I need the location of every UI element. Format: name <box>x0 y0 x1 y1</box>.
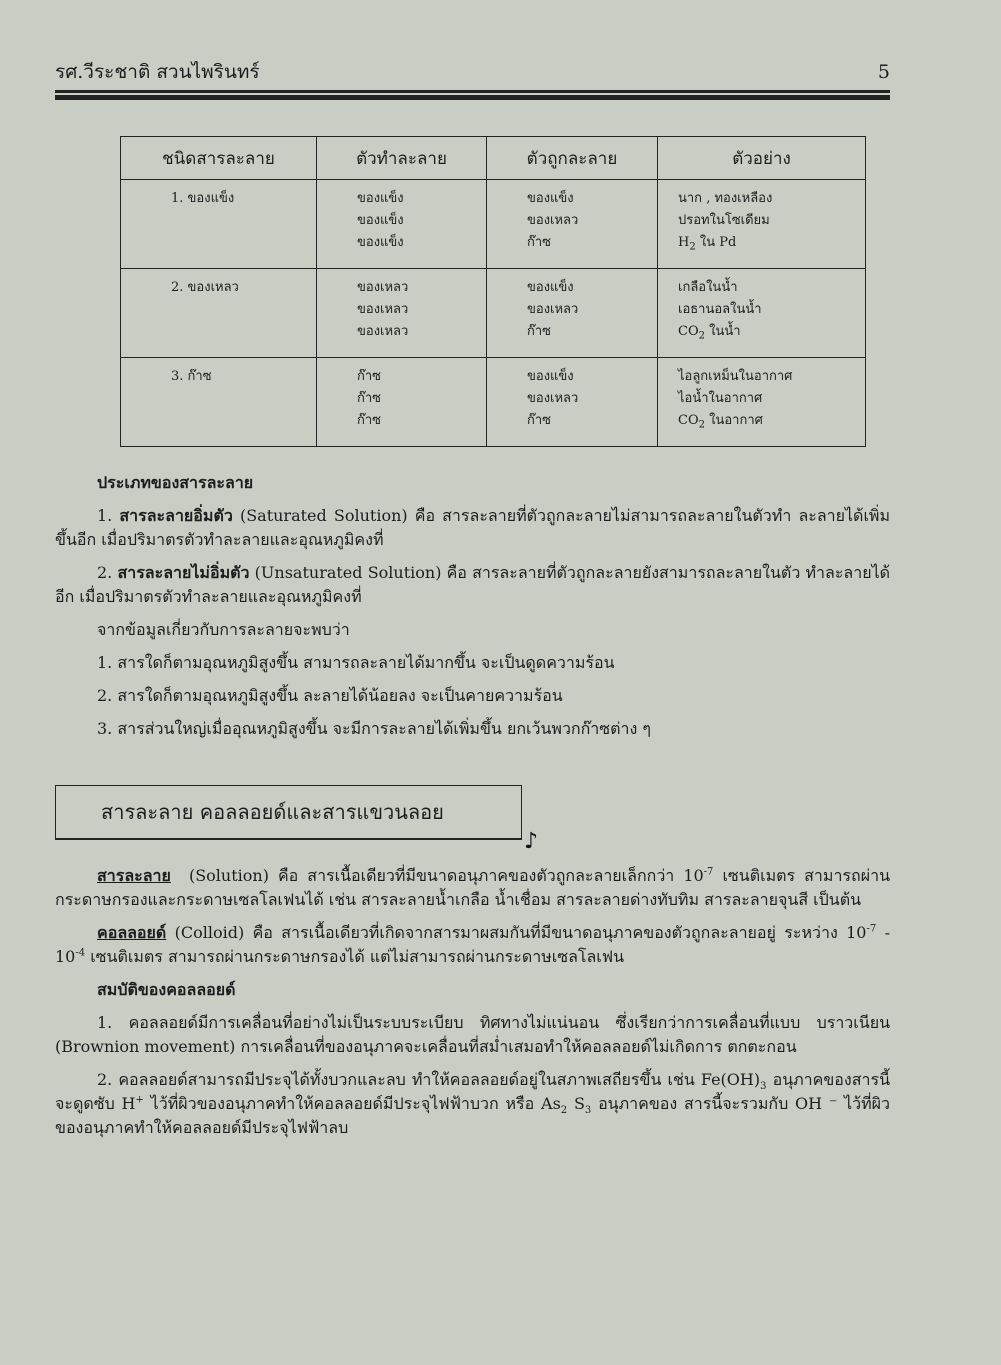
type1-line2: ละลายได้เพิ่มขึ้นอีก เมื่อปริมาตรตัวทำละลายและอุณหภูมิคงที่ <box>55 506 890 549</box>
superscript: -7 <box>703 866 714 878</box>
cell-line: ของเหลว <box>527 391 579 406</box>
cell-line: ของเหลว <box>527 302 579 317</box>
cell-line <box>678 321 865 343</box>
subscript: 2 <box>560 1105 568 1117</box>
cell-type: 1. ของแข็ง <box>121 180 317 269</box>
fact-item: 2. สารใดก็ตามอุณหภูมิสูงขึ้น ละลายได้น้อยลง จะเป็นคายความร้อน <box>97 686 563 705</box>
formula-rest: ใน Pd <box>695 235 737 250</box>
cell-line: ของแข็ง <box>357 191 404 206</box>
item-number: 1. <box>97 506 113 525</box>
col-header: ชนิดสารละลาย <box>121 137 317 180</box>
header-rule-thin <box>55 90 890 93</box>
prop2-line3: สารนี้จะรวมกับ OH ⁻ ไว้ที่ผิวของอนุภาคทำให้คอลลอยด์มีประจุไฟฟ้าลบ <box>55 1094 891 1137</box>
type1-paragraph <box>55 504 890 552</box>
cell-line <box>678 232 865 254</box>
formula-rest: ในน้ำ <box>704 324 741 339</box>
col-header: ตัวถูกละลาย <box>487 137 658 180</box>
term: สารละลายอิ่มตัว <box>119 506 233 525</box>
cell-line: ของเหลว <box>357 280 409 295</box>
term: คอลลอยด์ <box>97 923 167 942</box>
subscript: 3 <box>584 1105 592 1117</box>
prop2-paragraph <box>55 1068 890 1140</box>
colloid-paragraph <box>55 921 890 969</box>
text: (Unsaturated Solution) คือ สารละลายที่ตัวถูกละลายยังสามารถละลายในตัว <box>254 563 801 582</box>
section-title-box <box>55 785 522 840</box>
cell-solvent <box>317 269 487 358</box>
page <box>55 0 890 1170</box>
cell-examples <box>658 180 866 269</box>
text: อนุภาคของสารนี้จะดูดซับ H <box>55 1070 890 1113</box>
cell-line: ของเหลว <box>357 324 409 339</box>
cell-line: ของเหลว <box>357 302 409 317</box>
superscript: + <box>135 1094 144 1106</box>
facts-intro: จากข้อมูลเกี่ยวกับการละลายจะพบว่า <box>97 620 350 639</box>
section-title: สารละลาย คอลลอยด์และสารแขวนลอย <box>101 800 444 824</box>
cell-line: ก๊าซ <box>527 413 551 428</box>
music-note-icon: ♪ <box>523 829 538 854</box>
superscript: -7 <box>866 923 877 935</box>
text: ระหว่าง 10 <box>784 923 867 942</box>
table-row <box>121 180 866 269</box>
table-header-row <box>121 137 866 180</box>
page-number: 5 <box>877 61 890 83</box>
text: อนุภาคของ <box>591 1094 678 1113</box>
cell-line: ของแข็ง <box>357 235 404 250</box>
solution-paragraph <box>55 864 890 912</box>
cell-line: ไอน้ำในอากาศ <box>678 391 763 406</box>
cell-line: นาก , ทองเหลือง <box>678 191 773 206</box>
solution-line2: สามารถผ่านกระดาษกรองและกระดาษเซลโลเฟนได้ เช่น สารละลายน้ำเกลือ น้ำเชื่อม สารละลายด่างทับทิม <box>55 866 890 909</box>
subscript: 2 <box>698 330 705 342</box>
cell-line: ของแข็ง <box>527 369 574 384</box>
table-row <box>121 358 866 447</box>
cell-examples <box>658 358 866 447</box>
fact-item: 1. สารใดก็ตามอุณหภูมิสูงขึ้น สามารถละลายได้มากขึ้น จะเป็นดูดความร้อน <box>97 653 615 672</box>
cell-solute <box>487 180 658 269</box>
subscript: 3 <box>760 1081 767 1093</box>
col-header: ตัวทำละลาย <box>317 137 487 180</box>
cell-line: ก๊าซ <box>357 391 381 406</box>
cell-type: 3. ก๊าซ <box>121 358 317 447</box>
text: (Colloid) คือ สารเนื้อเดียวที่เกิดจากสารมาผสมกันที่มีขนาดอนุภาคของตัวถูกละลายอยู่ <box>174 923 776 942</box>
type2-line2: ทำละลายได้อีก เมื่อปริมาตรตัวทำละลายและอุณหภูมิคงที่ <box>55 563 891 606</box>
page-header <box>55 58 890 86</box>
subscript: 2 <box>689 241 696 253</box>
text: เซนติเมตร สามารถผ่านกระดาษกรองได้ แต่ไม่สามารถผ่านกระดาษเซลโลเฟน <box>85 947 625 966</box>
term: สารละลายไม่อิ่มตัว <box>117 563 250 582</box>
text: S <box>567 1094 585 1113</box>
cell-line: ของแข็ง <box>527 280 574 295</box>
cell-solute <box>487 358 658 447</box>
text: ไว้ที่ผิวของอนุภาคทำให้คอลลอยด์มีประจุไฟฟ้าบวก หรือ As <box>143 1094 561 1113</box>
cell-line <box>678 410 865 432</box>
author-header: รศ.วีระชาติ สวนไพรินทร์ <box>55 61 260 83</box>
col-header: ตัวอย่าง <box>658 137 866 180</box>
fact-item: 3. สารส่วนใหญ่เมื่ออุณหภูมิสูงขึ้น จะมีการละลายได้เพิ่มขึ้น ยกเว้นพวกก๊าซต่าง ๆ <box>97 719 652 738</box>
text: 2. คอลลอยด์สามารถมีประจุได้ทั้งบวกและลบ ทำให้คอลลอยด์อยู่ในสภาพเสถียรขึ้น เช่น Fe(OH) <box>97 1070 761 1089</box>
cell-line: ของแข็ง <box>357 213 404 228</box>
cell-line: เอธานอลในน้ำ <box>678 302 762 317</box>
formula: H <box>678 235 690 250</box>
prop1-line3: ตกตะกอน <box>727 1037 797 1056</box>
term: สารละลาย <box>97 866 171 885</box>
colloid-props-heading: สมบัติของคอลลอยด์ <box>97 980 236 999</box>
prop2-line1 <box>97 1070 767 1093</box>
section-title-wrap <box>55 785 538 854</box>
prop1-line1: 1. คอลลอยด์มีการเคลื่อนที่อย่างไม่เป็นระบบระเบียบ ทิศทางไม่แน่นอน ซึ่งเรียกว่าการเคลื่อนที่แบบ <box>97 1013 801 1032</box>
text: - 10 <box>55 923 890 966</box>
cell-line: ไอลูกเหม็นในอากาศ <box>678 369 793 384</box>
formula: CO <box>678 324 699 339</box>
cell-line: ของเหลว <box>527 213 579 228</box>
formula-rest: ในอากาศ <box>704 413 763 428</box>
prop1-paragraph <box>55 1011 890 1059</box>
cell-examples <box>658 269 866 358</box>
prop1-line2: บราวเนียน (Brownion movement) การเคลื่อนที่ของอนุภาคจะเคลื่อนที่สม่ำเสมอทำให้คอลลอยด์ไม่เกิดการ <box>55 1013 890 1056</box>
table-row <box>121 269 866 358</box>
cell-line: ปรอทในโซเดียม <box>678 213 770 228</box>
text: (Solution) คือ สารเนื้อเดียวที่มีขนาดอนุภาคของตัวถูกละลายเล็กกว่า 10 <box>188 866 704 885</box>
superscript: -4 <box>75 947 86 959</box>
subscript: 2 <box>698 419 705 431</box>
text: เซนติเมตร <box>722 866 796 885</box>
formula: CO <box>678 413 699 428</box>
cell-solute <box>487 269 658 358</box>
cell-solvent <box>317 358 487 447</box>
cell-line: ก๊าซ <box>527 235 551 250</box>
cell-line: ก๊าซ <box>357 369 381 384</box>
type2-paragraph <box>55 561 890 609</box>
header-rule-thick <box>55 95 890 100</box>
cell-type: 2. ของเหลว <box>121 269 317 358</box>
types-heading: ประเภทของสารละลาย <box>97 473 254 492</box>
cell-line: ของแข็ง <box>527 191 574 206</box>
cell-solvent <box>317 180 487 269</box>
solution-types-table <box>120 136 866 447</box>
cell-line: เกลือในน้ำ <box>678 280 738 295</box>
cell-line: ก๊าซ <box>527 324 551 339</box>
cell-line: ก๊าซ <box>357 413 381 428</box>
solution-line3: สารละลายจุนสี เป็นต้น <box>704 890 862 909</box>
text: (Saturated Solution) คือ สารละลายที่ตัวถูกละลายไม่สามารถละลายในตัวทำ <box>239 506 792 525</box>
item-number: 2. <box>97 563 113 582</box>
